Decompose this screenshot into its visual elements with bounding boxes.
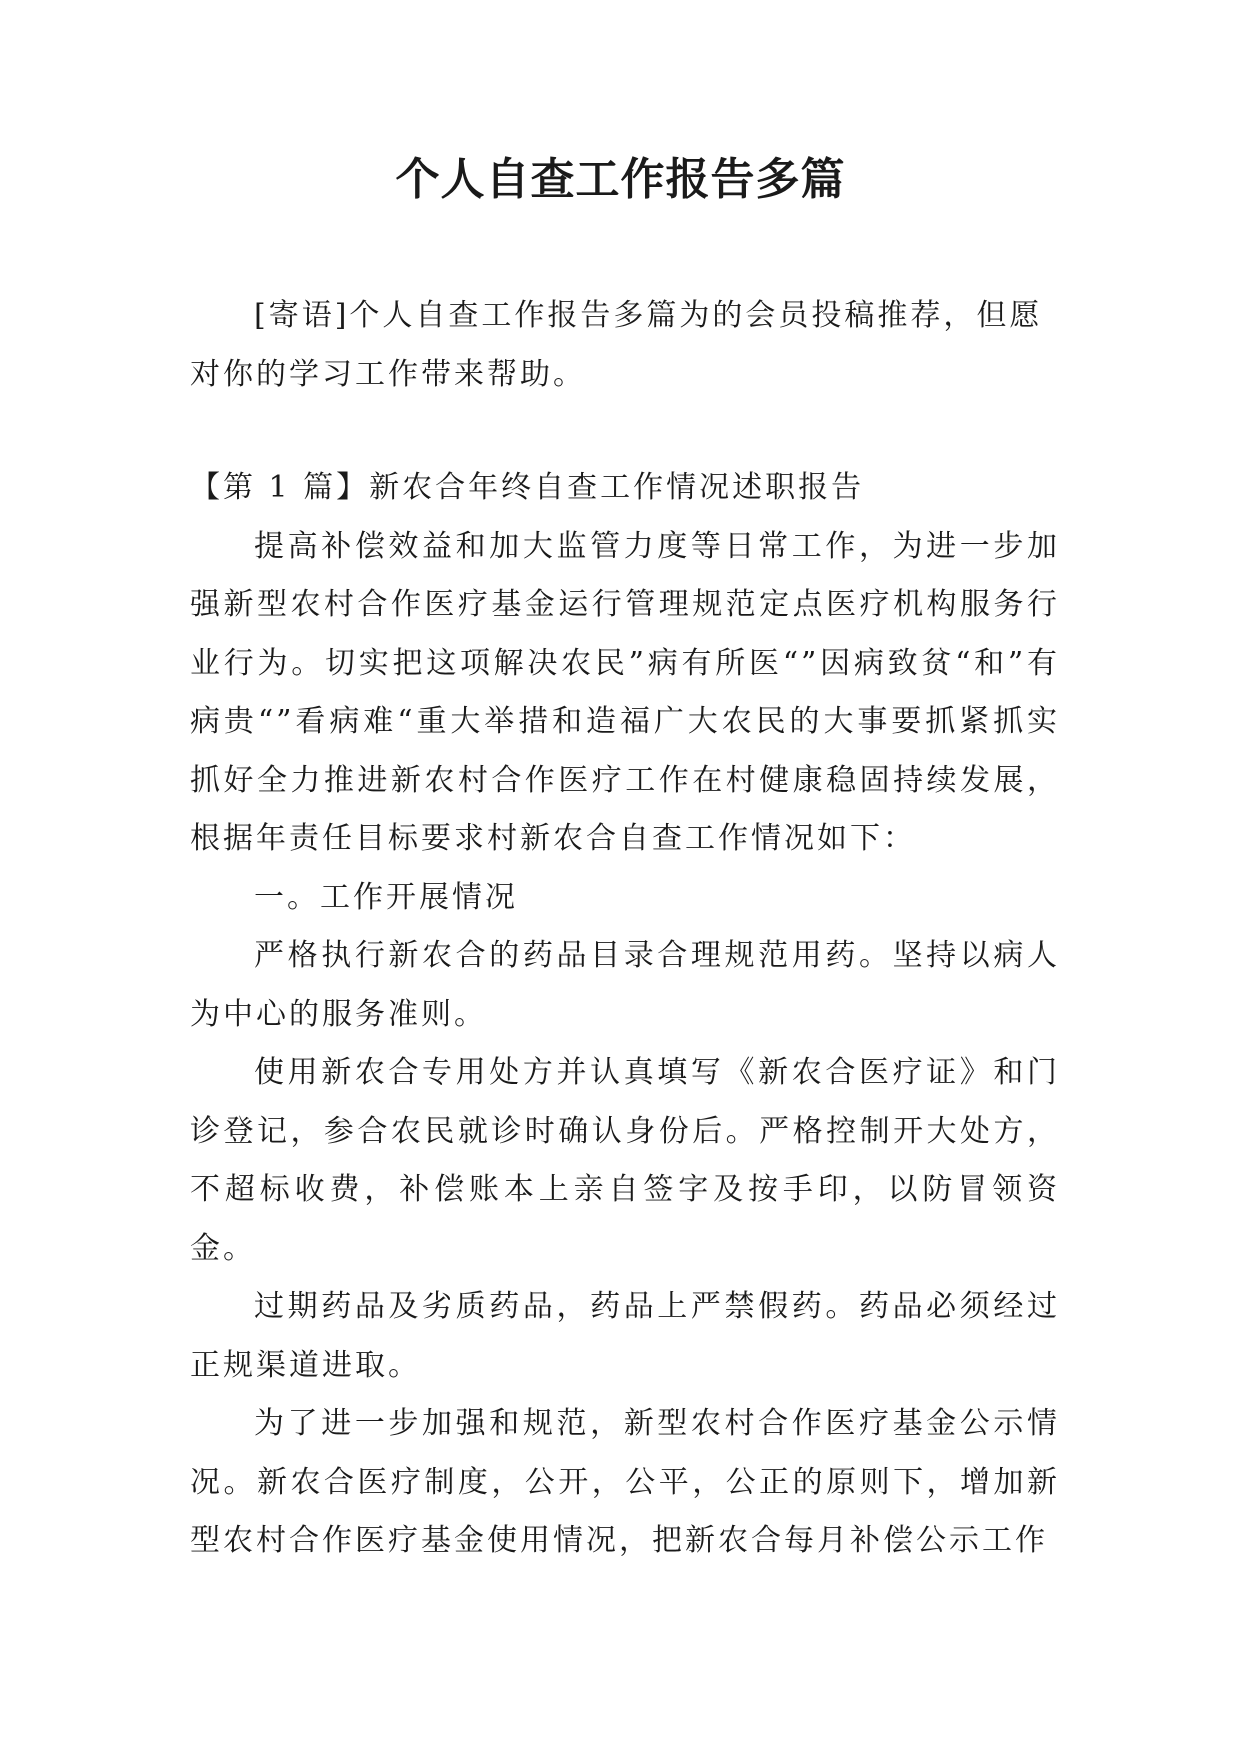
- section-heading: 【第 1 篇】新农合年终自查工作情况述职报告: [190, 470, 865, 505]
- body-paragraph: 为了进一步加强和规范，新型农村合作医疗基金公示情况。新农合医疗制度，公开，公平，公正的原则下，增加新型农村合作医疗基金使用情况，把新农合每月补偿公示工作: [190, 1406, 1060, 1558]
- body-paragraph: 严格执行新农合的药品目录合理规范用药。坚持以病人为中心的服务准则。: [190, 938, 1060, 1032]
- subsection-heading: 一。工作开展情况: [254, 879, 518, 915]
- document-title: 个人自查工作报告多篇: [395, 154, 846, 205]
- intro-paragraph: [寄语]个人自查工作报告多篇为的会员投稿推荐，但愿对你的学习工作带来帮助。: [190, 298, 1043, 392]
- document-body: [190, 459, 1060, 1571]
- body-paragraph: 提高补偿效益和加大监管力度等日常工作，为进一步加强新型农村合作医疗基金运行管理规范定点医疗机构服务行业行为。切实把这项解决农民”病有所医“”因病致贫“和”有病贵“”看病难“重大举措和造福广大农民的大事要抓紧抓实抓好全力推进新农村合作医疗工作在村健康稳固持续发展，根据年责任目标要求村新农合自查工作情况如下：: [190, 528, 1060, 856]
- body-paragraph: 使用新农合专用处方并认真填写《新农合医疗证》和门诊登记，参合农民就诊时确认身份后。严格控制开大处方，不超标收费，补偿账本上亲自签字及按手印，以防冒领资金。: [190, 1055, 1060, 1266]
- body-paragraph: 过期药品及劣质药品，药品上严禁假药。药品必须经过正规渠道进取。: [190, 1289, 1060, 1383]
